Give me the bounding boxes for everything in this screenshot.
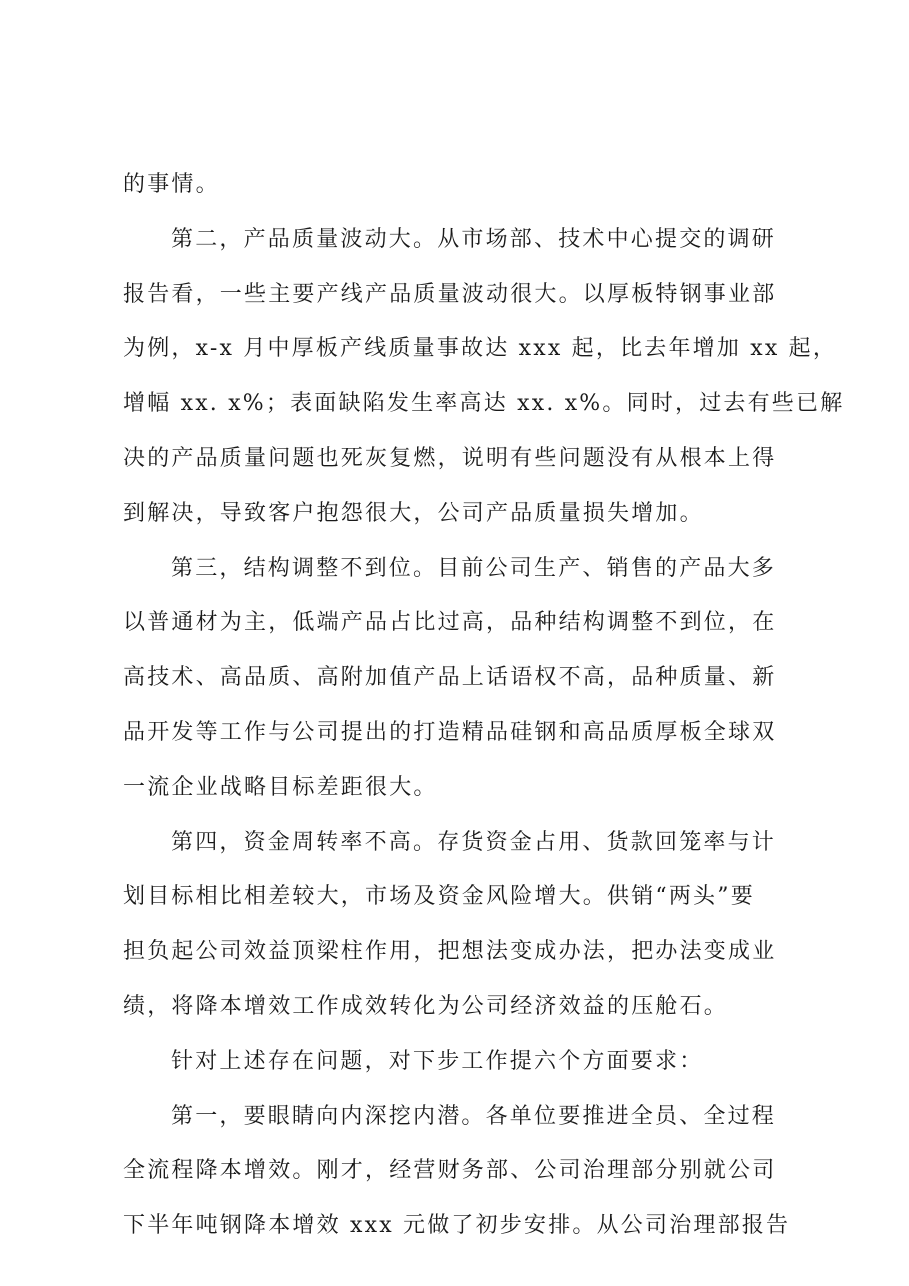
paragraph-start-line: 针对上述存在问题，对下步工作提六个方面要求：: [171, 1048, 704, 1074]
text-line: 下半年吨钢降本增效 xxx 元做了初步安排。从公司治理部报告: [123, 1213, 791, 1239]
text-line: 为例，x-x 月中厚板产线质量事故达 xxx 起，比去年增加 xx 起，: [123, 336, 838, 362]
text-line: 一流企业战略目标差距很大。: [123, 774, 438, 800]
text-line: 绩，将降本增效工作成效转化为公司经济效益的压舱石。: [123, 993, 729, 1019]
text-line: 的事情。: [123, 172, 220, 197]
text-line: 担负起公司效益顶梁柱作用，把想法变成办法，把办法变成业: [123, 939, 777, 965]
paragraph-start-line: 第二，产品质量波动大。从市场部、技术中心提交的调研: [171, 226, 777, 252]
text-line: 品开发等工作与公司提出的打造精品硅钢和高品质厚板全球双: [123, 719, 777, 745]
text-line: 高技术、高品质、高附加值产品上话语权不高，品种质量、新: [123, 665, 777, 691]
text-line: 决的产品质量问题也死灰复燃，说明有些问题没有从根本上得: [123, 445, 777, 471]
document-body: [123, 158, 845, 1254]
text-line: 全流程降本增效。刚才，经营财务部、公司治理部分别就公司: [123, 1158, 777, 1184]
paragraph-start-line: 第一，要眼睛向内深挖内潜。各单位要推进全员、全过程: [171, 1103, 777, 1129]
text-line: 划目标相比相差较大，市场及资金风险增大。供销“两头”要: [123, 884, 755, 910]
paragraph-start-line: 第三，结构调整不到位。目前公司生产、销售的产品大多: [171, 555, 777, 581]
text-line: 以普通材为主，低端产品占比过高，品种结构调整不到位，在: [123, 610, 777, 636]
paragraph-start-line: 第四，资金周转率不高。存货资金占用、货款回笼率与计: [171, 829, 777, 855]
text-line: 到解决，导致客户抱怨很大，公司产品质量损失增加。: [123, 500, 704, 526]
text-line: 增幅 xx. x%；表面缺陷发生率高达 xx. x%。同时，过去有些已解: [123, 391, 845, 417]
text-line: 报告看，一些主要产线产品质量波动很大。以厚板特钢事业部: [123, 281, 777, 307]
